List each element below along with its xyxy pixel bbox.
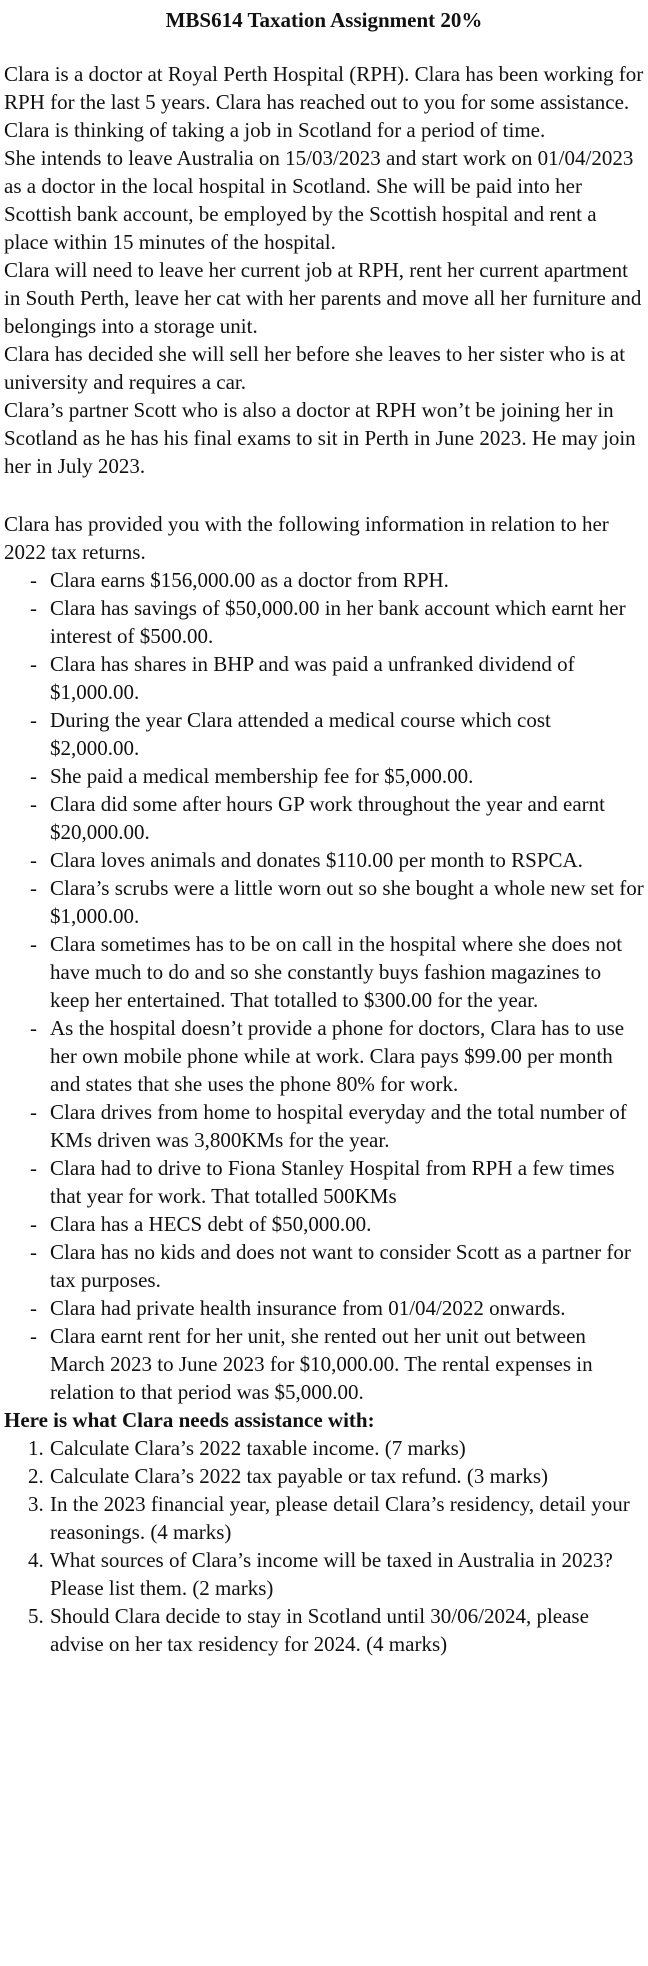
list-item: - Clara had to drive to Fiona Stanley Hospital from RPH a few times that year for work. That totalled 500KMs [28,1154,644,1210]
list-item: - Clara did some after hours GP work throughout the year and earnt $20,000.00. [28,790,644,846]
task-text: Calculate Clara’s 2022 taxable income. (7 marks) [50,1436,466,1460]
task-item [28,1546,644,1602]
intro-paragraph: Clara has decided she will sell her before she leaves to her sister who is at university and requires a car. [4,342,626,394]
task-item [28,1434,644,1462]
list-item: - She paid a medical membership fee for $5,000.00. [28,762,644,790]
task-number: 5. [28,1604,44,1628]
list-item: - Clara has no kids and does not want to consider Scott as a partner for tax purposes. [28,1238,644,1294]
intro-paragraph: She intends to leave Australia on 15/03/2023 and start work on 01/04/2023 as a doctor in the local hospital in Scotland. She will be paid into her Scottish bank account, be employed by the Scottish hospital and rent a place within 15 minutes of the hospital. [4,146,634,254]
document-title: MBS614 Taxation Assignment 20% [165,8,483,32]
info-intro: Clara has provided you with the following information in relation to her 2022 tax returns. [4,512,609,564]
task-number: 3. [28,1492,44,1516]
tax-info-list [4,566,644,1406]
list-item: - Clara earnt rent for her unit, she rented out her unit out between March 2023 to June 2023 for $10,000.00. The rental expenses in relation to that period was $5,000.00. [28,1322,644,1406]
task-text: In the 2023 financial year, please detail Clara’s residency, detail your reasonings. (4 marks) [50,1492,630,1544]
tasks-heading: Here is what Clara needs assistance with: [4,1408,375,1432]
intro-paragraph: Clara will need to leave her current job at RPH, rent her current apartment in South Perth, leave her cat with her parents and move all her furniture and belongings into a storage unit. [4,258,642,338]
task-text: Calculate Clara’s 2022 tax payable or tax refund. (3 marks) [50,1464,548,1488]
list-item: - Clara sometimes has to be on call in the hospital where she does not have much to do and so she constantly buys fashion magazines to keep her entertained. That totalled to $300.00 for the year. [28,930,644,1014]
task-number: 2. [28,1464,44,1488]
list-item: - Clara had private health insurance from 01/04/2022 onwards. [28,1294,644,1322]
document-page [4,0,644,1658]
intro-paragraph: Clara’s partner Scott who is also a doctor at RPH won’t be joining her in Scotland as he has his final exams to sit in Perth in June 2023. He may join her in July 2023. [4,398,636,478]
list-item: - Clara has savings of $50,000.00 in her bank account which earnt her interest of $500.00. [28,594,644,650]
intro-paragraph: Clara is a doctor at Royal Perth Hospital (RPH). Clara has been working for RPH for the last 5 years. Clara has reached out to you for some assistance. Clara is thinking of taking a job in Scotland for a period of time. [4,62,644,142]
list-item: - Clara drives from home to hospital everyday and the total number of KMs driven was 3,800KMs for the year. [28,1098,644,1154]
list-item: - Clara has shares in BHP and was paid a unfranked dividend of $1,000.00. [28,650,644,706]
task-item [28,1462,644,1490]
task-text: Should Clara decide to stay in Scotland until 30/06/2024, please advise on her tax residency for 2024. (4 marks) [50,1604,589,1656]
task-item [28,1602,644,1658]
task-number: 4. [28,1548,44,1572]
list-item: - Clara has a HECS debt of $50,000.00. [28,1210,644,1238]
tasks-list [4,1434,644,1658]
task-number: 1. [28,1436,44,1460]
section-gap [4,480,644,510]
list-item: - As the hospital doesn’t provide a phone for doctors, Clara has to use her own mobile phone while at work. Clara pays $99.00 per month and states that she uses the phone 80% for work. [28,1014,644,1098]
list-item: - During the year Clara attended a medical course which cost $2,000.00. [28,706,644,762]
list-item: - Clara loves animals and donates $110.00 per month to RSPCA. [28,846,644,874]
task-item [28,1490,644,1546]
task-text: What sources of Clara’s income will be taxed in Australia in 2023? Please list them. (2 marks) [50,1548,613,1600]
list-item: - Clara’s scrubs were a little worn out so she bought a whole new set for $1,000.00. [28,874,644,930]
list-item: - Clara earns $156,000.00 as a doctor from RPH. [28,566,644,594]
title-gap [4,34,644,60]
